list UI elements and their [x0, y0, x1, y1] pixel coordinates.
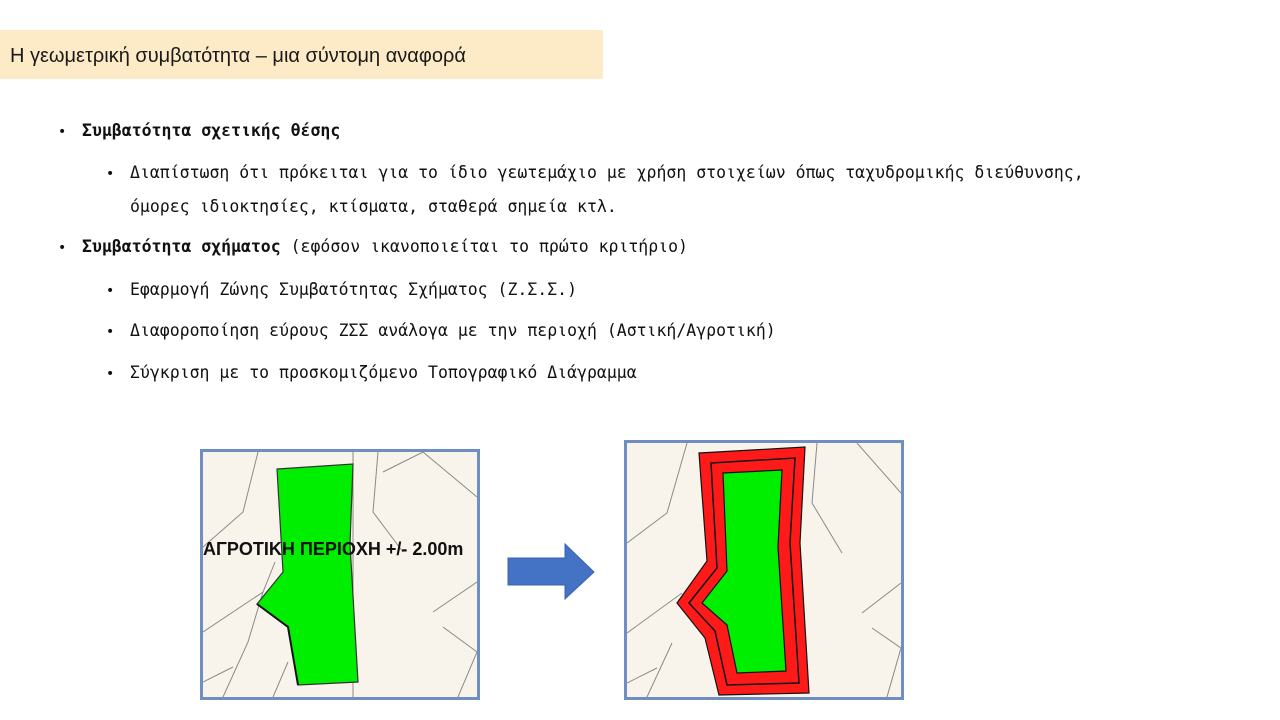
sub-bullet-dot: •	[106, 166, 115, 182]
bullet-dot: •	[58, 240, 67, 256]
bullet-item	[82, 237, 688, 256]
bullet-bold-text: Συμβατότητα σχετικής θέσης	[82, 121, 341, 140]
sub-bullet-text-cont: όμορες ιδιοκτησίες, κτίσματα, σταθερά σημεία κτλ.	[130, 197, 617, 216]
sub-bullet-dot: •	[106, 366, 115, 382]
sub-bullet-text: Εφαρμογή Ζώνης Συμβατότητας Σχήματος (Ζ.Σ.Σ.)	[130, 280, 578, 299]
bullet-dot: •	[58, 124, 67, 140]
parcel-map-after-svg	[627, 443, 901, 697]
sub-bullet-item	[130, 280, 577, 299]
sub-bullet-item	[130, 163, 1084, 182]
parcel-map-before	[200, 449, 480, 700]
sub-bullet-continuation	[130, 197, 617, 216]
sub-bullet-dot: •	[106, 283, 115, 299]
sub-bullet-item	[130, 363, 637, 382]
sub-bullet-dot: •	[106, 324, 115, 340]
sub-bullet-text: Σύγκριση με το προσκομιζόμενο Τοπογραφικό Διάγραμμα	[130, 363, 637, 382]
bullet-text: (εφόσον ικανοποιείται το πρώτο κριτήριο)	[280, 237, 688, 256]
sub-bullet-text: Διαφοροποίηση εύρους ΖΣΣ ανάλογα με την περιοχή (Αστική/Αγροτική)	[130, 321, 776, 340]
parcel-map-before-svg	[203, 452, 477, 697]
zone-label: ΑΓΡΟΤΙΚΗ ΠΕΡΙΟΧΗ +/- 2.00m	[203, 539, 464, 559]
bullet-item	[82, 121, 340, 140]
bullet-bold-text: Συμβατότητα σχήματος	[82, 237, 281, 256]
parcel-map-after	[624, 440, 904, 700]
sub-bullet-text: Διαπίστωση ότι πρόκειται για το ίδιο γεωτεμάχιο με χρήση στοιχείων όπως ταχυδρομικής διεύθυνσης,	[130, 163, 1084, 182]
right-arrow-icon	[507, 543, 597, 601]
sub-bullet-item	[130, 321, 776, 340]
slide-title: Η γεωμετρική συμβατότητα – μια σύντομη αναφορά	[10, 45, 466, 67]
